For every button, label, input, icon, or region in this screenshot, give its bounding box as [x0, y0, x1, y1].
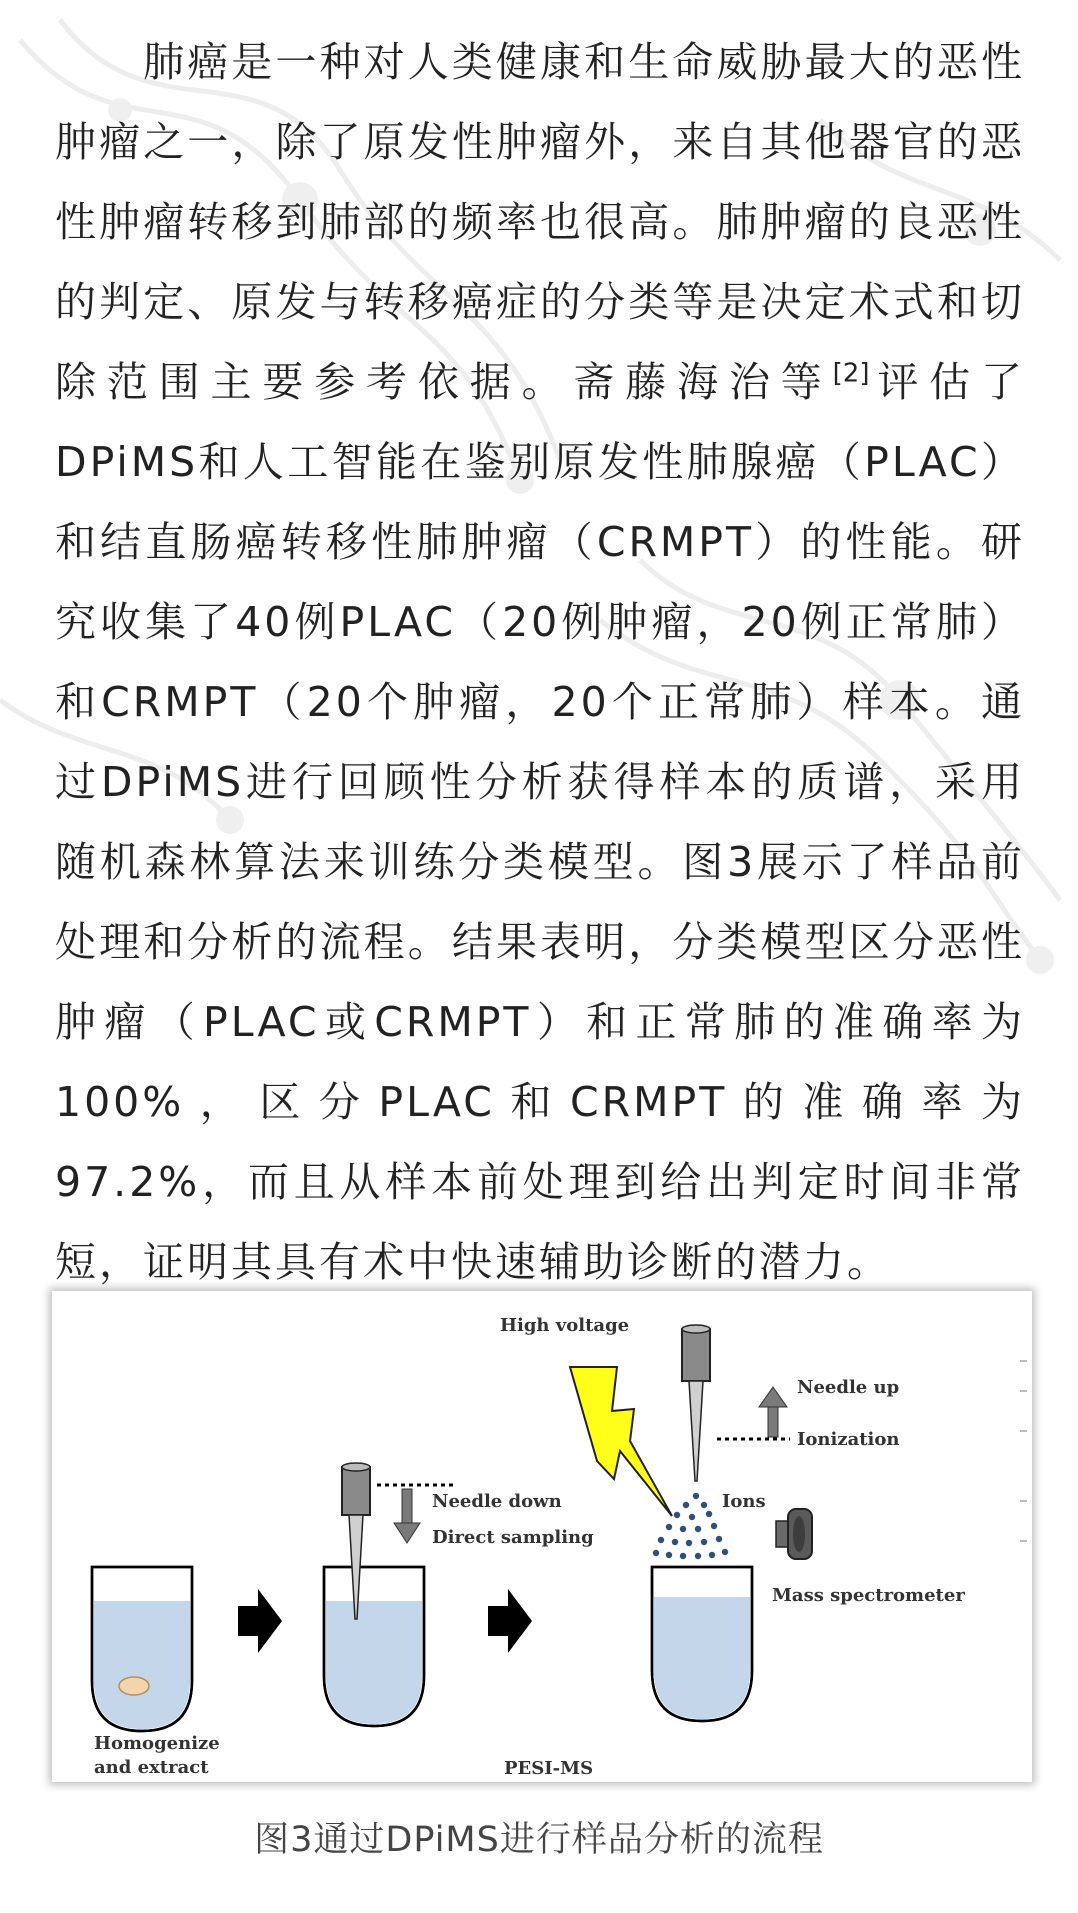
tube-liquid — [654, 1597, 750, 1719]
article-body-text: 评估了DPiMS和人工智能在鉴别原发性肺腺癌（PLAC）和结直肠癌转移性肺肿瘤（CRMPT）的性能。研究收集了40例PLAC（20例肿瘤，20例正常肺）和CRMPT（20个肿瘤，20个正常肺）样本。通过DPiMS进行回顾性分析获得样本的质谱，采用随机森林算法来训练分类模型。图3展示了样品前处理和分析的流程。结果表明，分类模型区分恶性肿瘤（PLAC或CRMPT）和正常肺的准确率为100%，区分PLAC和CRMPT的准确率为97.2%，而且从样本前处理到给出判定时间非常短，证明其具有术中快速辅助诊断的潜力。 — [55, 358, 1026, 1286]
tube-liquid — [326, 1601, 422, 1724]
citation-reference[interactable]: [2] — [832, 358, 870, 389]
label-needle-down: Needle down — [432, 1491, 562, 1512]
label-pesi-ms: PESI-MS — [504, 1758, 594, 1779]
label-direct-sampling: Direct sampling — [432, 1527, 594, 1548]
figure-image — [52, 1291, 1032, 1782]
label-high-voltage: High voltage — [500, 1315, 630, 1336]
tube-liquid — [94, 1601, 190, 1729]
article-intro-text: 肺癌是一种对人类健康和生命威胁最大的恶性肿瘤之一，除了原发性肿瘤外，来自其他器官的恶性肿瘤转移到肺部的频率也很高。肺肿瘤的良恶性的判定、原发与转移癌症的分类等是决定术式和切除范围主要参考依据。斋藤海治等 — [55, 38, 1025, 406]
label-mass-spectrometer: Mass spectrometer — [772, 1585, 965, 1606]
needle-holder — [342, 1467, 370, 1515]
label-ions: Ions — [722, 1491, 766, 1512]
mass-spectrometer-icon — [776, 1509, 812, 1559]
needle-icon — [689, 1381, 703, 1481]
article-paragraph — [55, 22, 1025, 1302]
process-arrow-icon — [488, 1589, 532, 1653]
label-needle-up: Needle up — [797, 1377, 900, 1398]
label-homogenize: Homogenize — [94, 1733, 220, 1754]
needle-up-arrow-icon — [759, 1387, 787, 1437]
process-arrow-icon — [238, 1589, 282, 1653]
sample-tube — [92, 1567, 192, 1731]
needle-holder — [682, 1329, 710, 1381]
needle-down-arrow-icon — [394, 1489, 420, 1543]
lightning-icon — [570, 1367, 672, 1516]
label-ionization: Ionization — [797, 1429, 900, 1450]
ionization-tube — [652, 1325, 752, 1721]
figure-caption: 图3通过DPiMS进行样品分析的流程 — [254, 1820, 824, 1860]
label-extract: and extract — [94, 1757, 209, 1778]
tissue-sample — [119, 1677, 149, 1695]
